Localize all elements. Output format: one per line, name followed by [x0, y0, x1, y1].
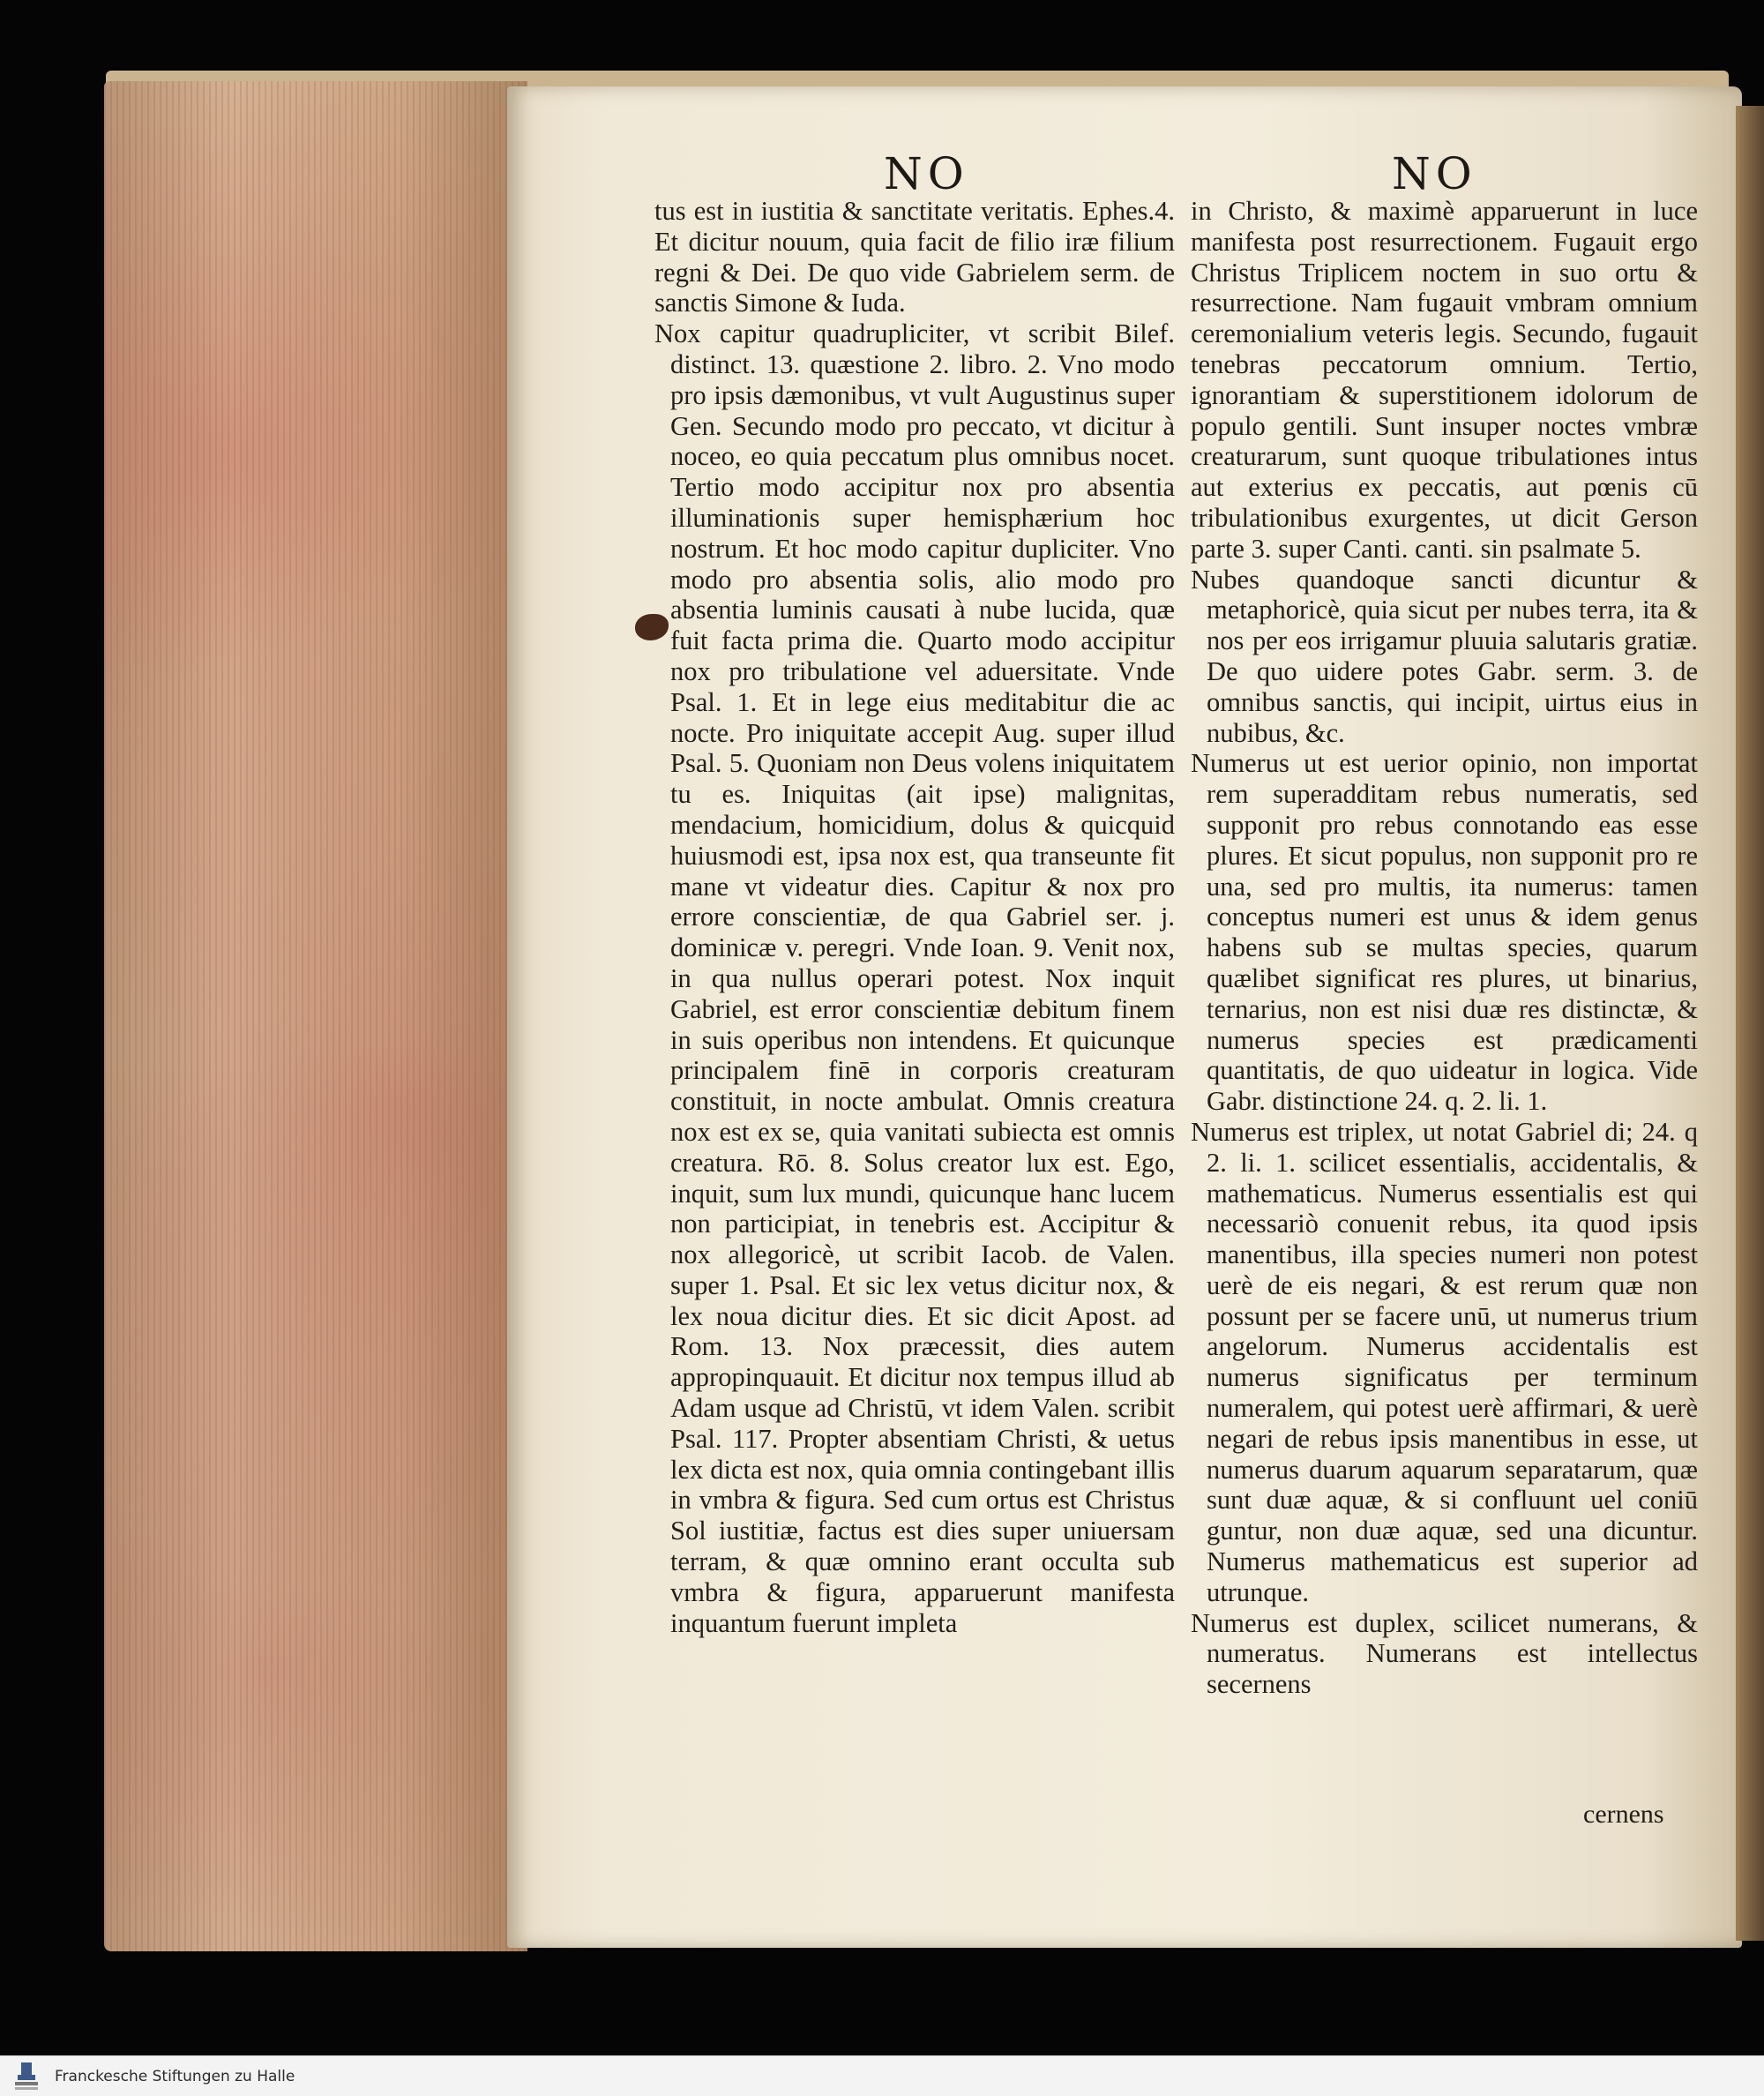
paragraph-numerus-1: Numerus ut est uerior opinio, non importat rem superadditam rebus numeratis, sed supponit pro rebus connotando eas esse plures. Et sicut populus, non supponit pro re una, sed pro multis, ita numerus: tamen conceptus numeri est unus & idem genus habens sub se multas species, quarum quælibet significat res plures, ut binarius, ternarius, non est nisi duæ res distinctæ, & numerus species est prædicamenti quantitatis, de quo uideatur in logica. Vide Gabr. distinctione 24. q. 2. li. 1.	[1191, 748, 1698, 1117]
next-page-edge	[1736, 106, 1764, 1941]
paragraph-nox: Nox capitur quadrupliciter, vt scribit Bilef. distinct. 13. quæstione 2. libro. 2. Vno modo pro ipsis dæmonibus, vt vult Augustinus super Gen. Secundo modo pro peccato, vt dicitur à noceo, eo quia peccatum plus omnibus nocet. Tertio modo accipitur nox pro absentia illuminationis super hemisphærium hoc nostrum. Et hoc modo capitur dupliciter. Vno modo pro absentia solis, alio modo pro absentia luminis causati à nube lucida, quæ fuit facta prima die. Quarto modo accipitur nox pro tribulatione vel aduersitate. Vnde Psal. 1. Et in lege eius meditabitur die ac nocte. Pro iniquitate accepit Aug. super illud Psal. 5. Quoniam non Deus volens iniquitatem tu es. Iniquitas (ait ipse) malignitas, mendacium, homicidium, dolus & quicquid huiusmodi est, ipsa nox est, qua transeunte fit mane vt videatur dies. Capitur & nox pro errore conscientiæ, de qua Gabriel ser. j. dominicæ v. peregri. Vnde Ioan. 9. Venit nox, in qua nullus operari potest. Nox inquit Gabriel, est error conscientiæ debitum finem in suis operibus non intendens. Et quicunque principalem finē in corporis creaturam constituit, in nocte ambulat. Omnis creatura nox est ex se, quia vanitati subiecta est omnis creatura. Rō. 8. Solus creator lux est. Ego, inquit, sum lux mundi, quicunque hanc lucem non participiat, in tenebris est. Accipitur & nox allegoricè, ut scribit Iacob. de Valen. super 1. Psal. Et sic lex vetus dicitur nox, & lex noua dicitur dies. Et sic dicit Apost. ad Rom. 13. Nox præcessit, dies autem appropinquauit. Et dicitur nox tempus illud ab Adam usque ad Christū, vt idem Valen. scribit Psal. 117. Propter absentiam Christi, & uetus lex dicta est nox, quia omnia contingebant illis in vmbra & figura. Sed cum ortus est Christus Sol iustitiæ, factus est dies super uniuersam terram, & quæ omnino erant occulta sub vmbra & figura, apparuerunt manifesta inquantum fuerunt impleta	[654, 318, 1175, 1638]
institution-logo-icon	[7, 2059, 46, 2094]
paragraph-numerus-3: Numerus est duplex, scilicet numerans, & numeratus. Numerans est intellectus secernens	[1191, 1607, 1698, 1700]
institution-name: Franckesche Stiftungen zu Halle	[55, 2067, 295, 2085]
running-head-left: NO	[884, 148, 969, 199]
paragraph-nubes: Nubes quandoque sancti dicuntur & metaphoricè, quia sicut per nubes terra, ita & nos per eos irrigamur pluuia salutaris gratiæ. De quo uidere potes Gabr. serm. 3. de omnibus sanctis, qui incipit, uirtus eius in nubibus, &c.	[1191, 564, 1698, 748]
book-fore-edge	[104, 81, 527, 1951]
footer-bar	[0, 2055, 1764, 2096]
text-column-right	[1191, 196, 1698, 1700]
catchword: cernens	[1583, 1800, 1664, 1829]
paragraph: in Christo, & maximè apparuerunt in luce manifesta post resurrectionem. Fugauit ergo Christus Triplicem noctem in suo ortu & resurrectione. Nam fugauit vmbram omnium ceremonialium veteris legis. Secundo, fugauit tenebras peccatorum omnium. Tertio, ignorantiam & superstitionem idolorum de populo gentili. Sunt insuper noctes vmbræ creaturarum, sunt quoque tribulationes intus aut exterius ex peccatis, aut pœnis cū tribulationibus exurgentes, ut dicit Gerson parte 3. super Canti. canti. sin psalmate 5.	[1191, 196, 1698, 564]
paragraph-numerus-2: Numerus est triplex, ut notat Gabriel di; 24. q 2. li. 1. scilicet essentialis, accidentalis, & mathematicus. Numerus essentialis est qui necessariò conuenit rebus, ita quod ipsis manentibus, illa species numeri non potest uerè de eis negari, & est rerum quæ non possunt per se facere unū, ut numerus trium angelorum. Numerus accidentalis est numerus significatus per terminum numeralem, qui potest uerè affirmari, & uerè negari de rebus ipsis manentibus in esse, ut numerus duarum aquarum separatarum, quæ sunt duæ aquæ, & si confluunt uel coniū guntur, non duæ aquæ, sed una dicuntur. Numerus mathematicus est superior ad utrunque.	[1191, 1116, 1698, 1607]
running-head-right: NO	[1392, 148, 1477, 199]
text-column-left	[654, 196, 1175, 1638]
paragraph: tus est in iustitia & sanctitate veritatis. Ephes.4. Et dicitur nouum, quia facit de filio iræ filium regni & Dei. De quo vide Gabrielem serm. de sanctis Simone & Iuda.	[654, 196, 1175, 318]
